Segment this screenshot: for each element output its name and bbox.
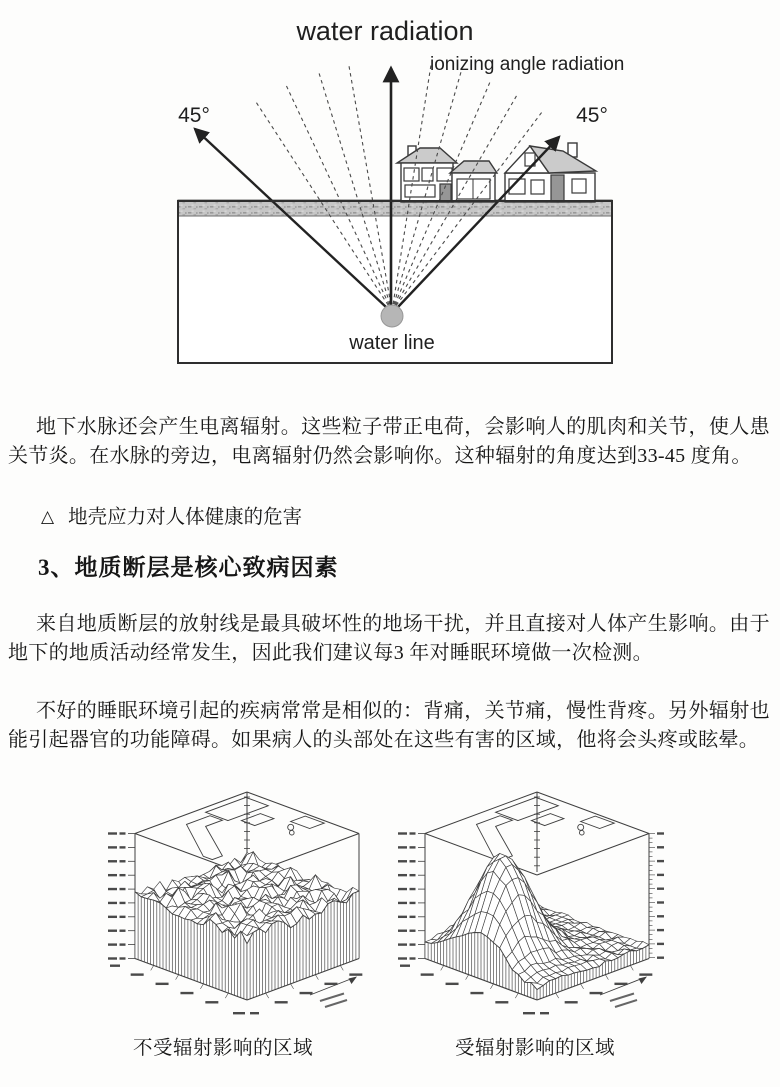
water-radiation-figure xyxy=(0,0,780,385)
paragraph-1: 地下水脉还会产生电离辐射。这些粒子带正电荷，会影响人的肌肉和关节，使人患关节炎。在水脉的旁边，电离辐射仍然会影响你。这种辐射的角度达到33-45 度角。 xyxy=(8,416,770,467)
caption-unaffected: 不受辐射影响的区域 xyxy=(132,1038,313,1059)
figure-title: water radiation xyxy=(296,16,474,46)
triangle-bullet-icon: △ xyxy=(41,507,55,526)
angle-left-label: 45° xyxy=(178,104,210,127)
house-left xyxy=(397,146,497,202)
bullet-line xyxy=(41,501,302,529)
surface-plot-affected xyxy=(382,780,692,1040)
house-right xyxy=(505,143,596,202)
water-vein-circle xyxy=(381,305,403,327)
section-heading: 3、地质断层是核心致病因素 xyxy=(38,555,339,580)
paragraph-3: 不好的睡眠环境引起的疾病常常是相似的：背痛，关节痛，慢性背疼。另外辐射也能引起器官的功能障碍。如果病人的头部处在这些有害的区域，他将会头疼或眩晕。 xyxy=(8,700,770,751)
paragraph-2: 来自地质断层的放射线是最具破坏性的地场干扰，并且直接对人体产生影响。由于地下的地质活动经常发生，因此我们建议每3 年对睡眠环境做一次检测。 xyxy=(8,613,770,664)
caption-affected: 受辐射影响的区域 xyxy=(454,1038,615,1059)
bullet-text: 地壳应力对人体健康的危害 xyxy=(68,507,303,528)
angle-right-label: 45° xyxy=(576,104,608,127)
water-line-label: water line xyxy=(349,332,435,354)
surface-plot-unaffected xyxy=(92,780,402,1040)
ionizing-angle-label: ionizing angle radiation xyxy=(430,54,625,75)
